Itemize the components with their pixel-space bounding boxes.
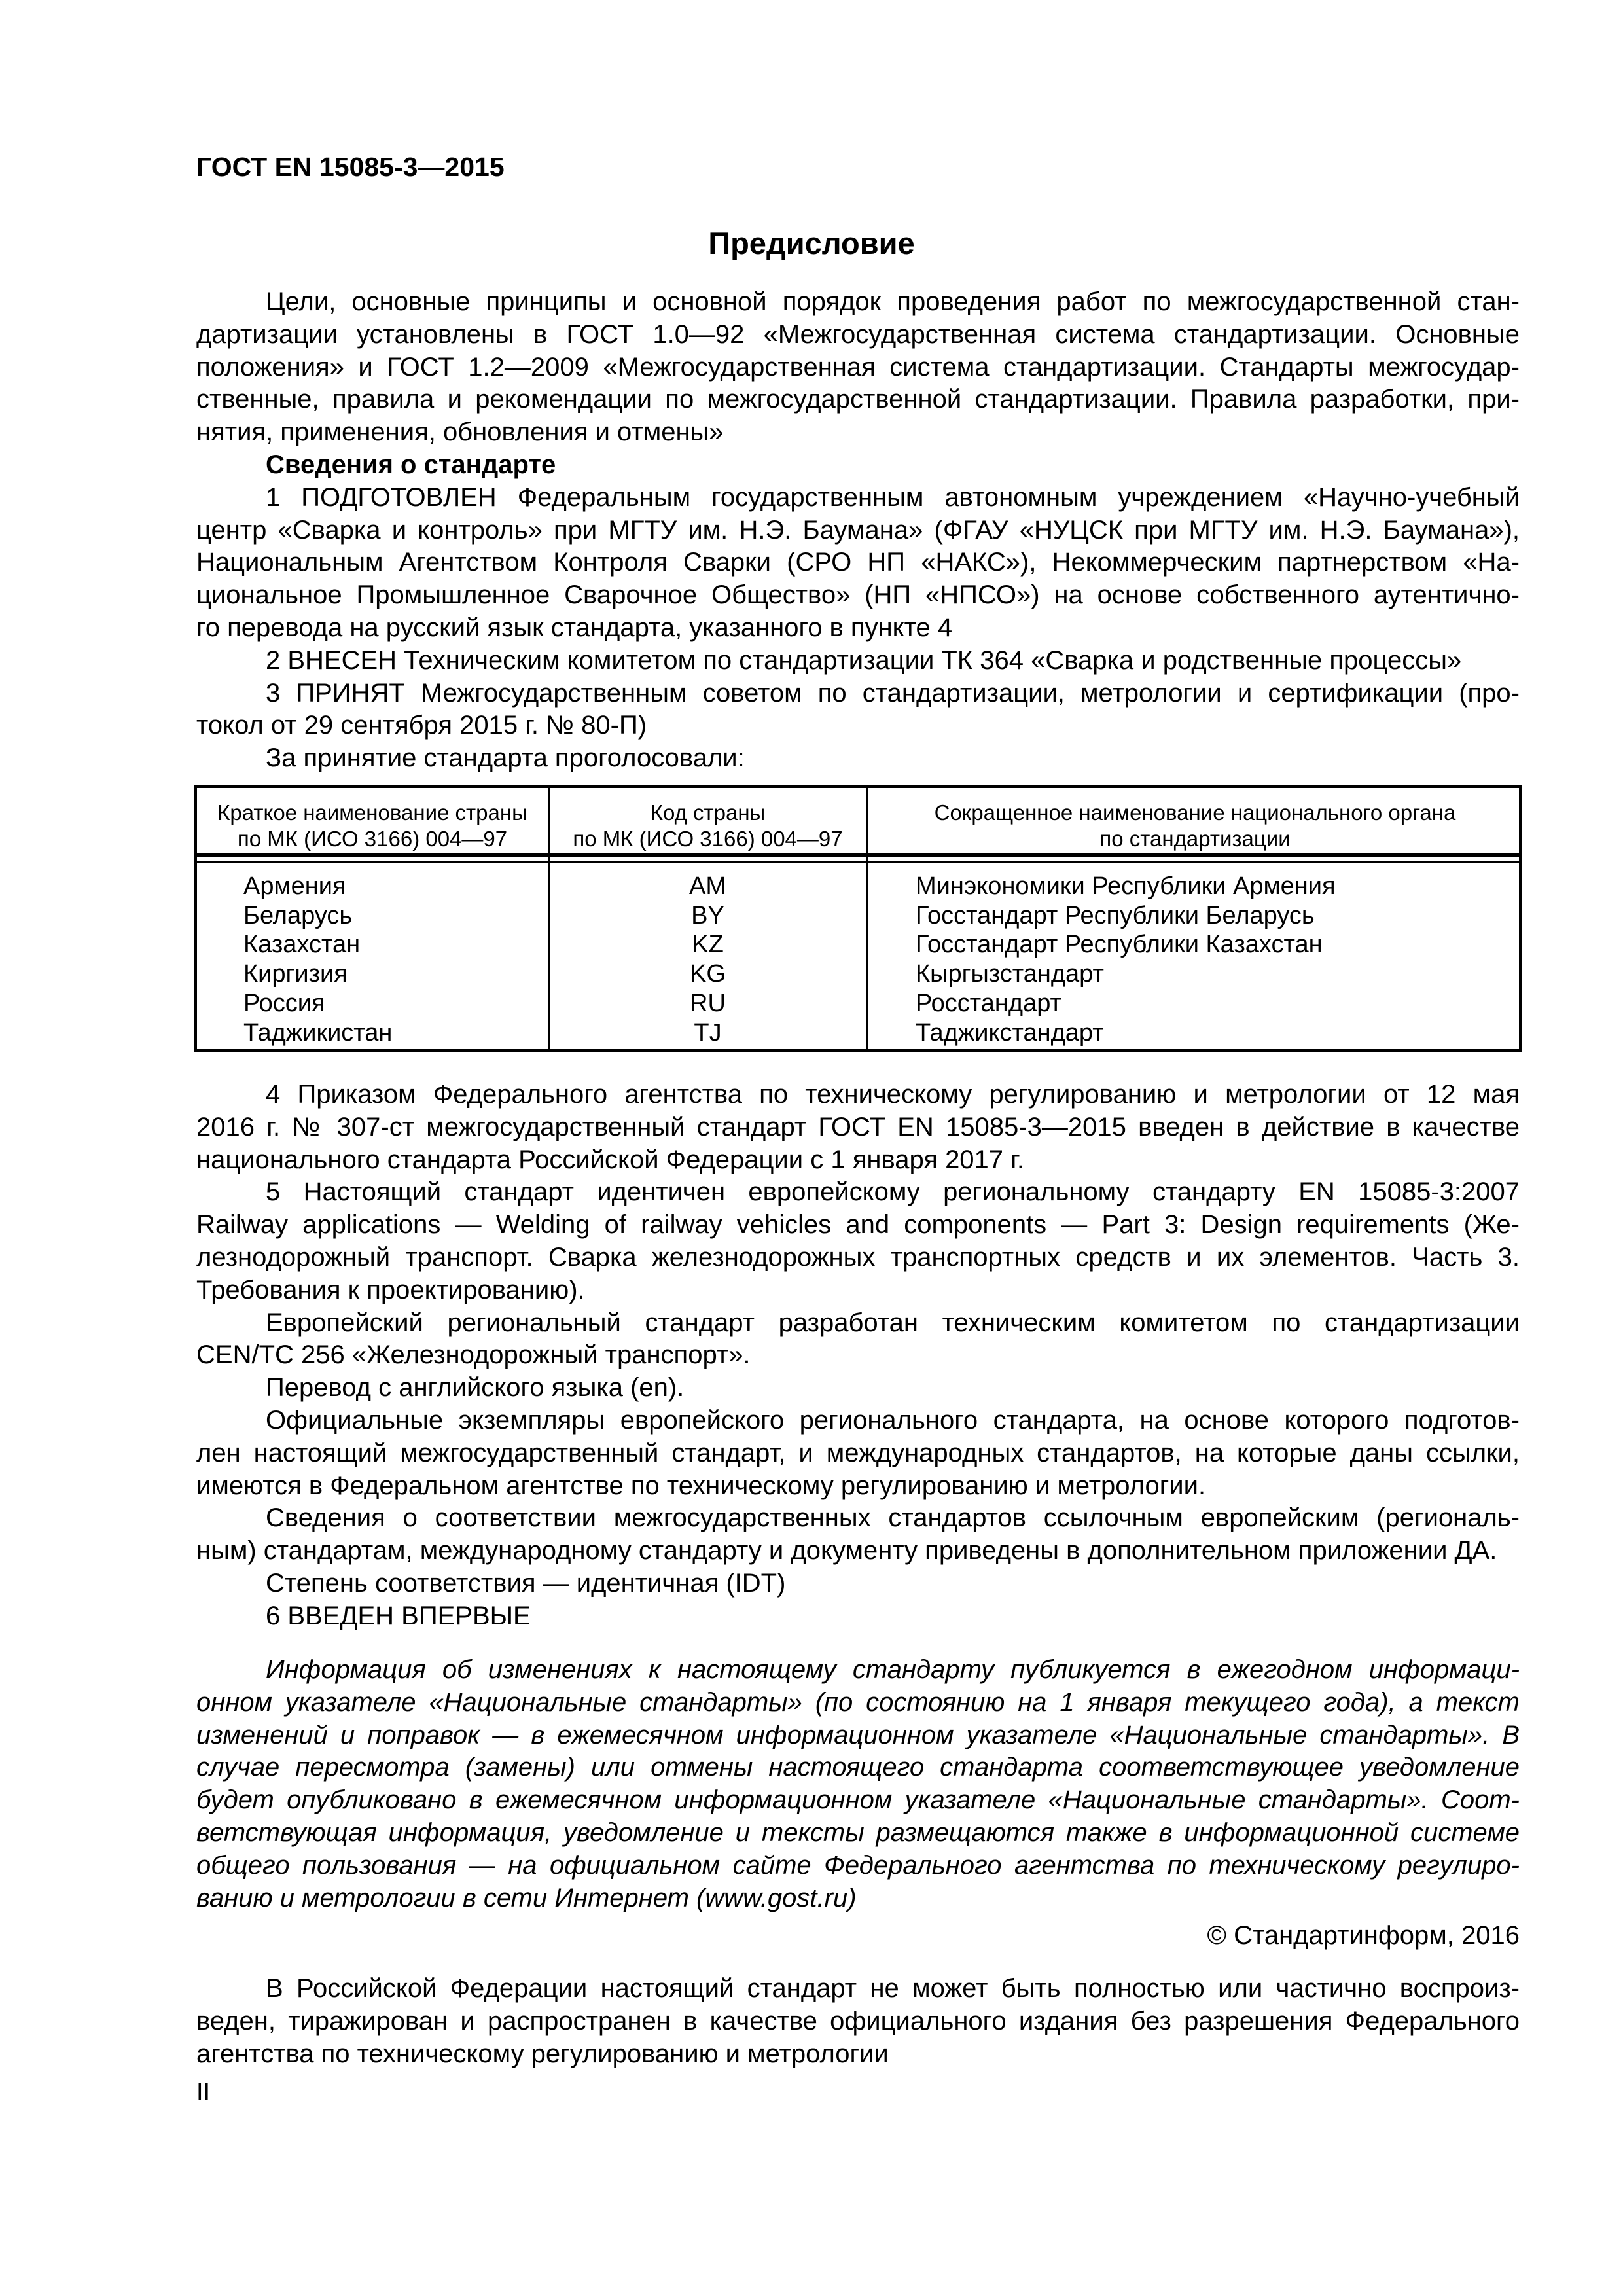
paragraph-line: центр «Сварка и контроль» при МГТУ им. Н.Э. Баумана» (ФГАУ «НУЦСК при МГТУ им. Н.Э. Баумана»), xyxy=(196,515,1520,545)
standards-body: Госстандарт Республики Беларусь xyxy=(916,901,1315,929)
paragraph-line: Требования к проектированию). xyxy=(196,1275,585,1304)
paragraph-line: лен настоящий межгосударственный стандарт, и международных стандартов, на которые даны ссылки, xyxy=(196,1438,1520,1467)
paragraph-line: го перевода на русский язык стандарта, указанного в пункте 4 xyxy=(196,613,953,642)
paragraph-line: случае пересмотра (замены) или отмены настоящего стандарта соответствующее уведомление xyxy=(196,1753,1520,1782)
standards-body: Росстандарт xyxy=(916,989,1061,1017)
paragraph-line: веден, тиражирован и распространен в качестве официального издания без разрешения Федерального xyxy=(196,2006,1520,2036)
paragraph-line: токол от 29 сентября 2015 г. № 80-П) xyxy=(196,711,647,740)
paragraph-line: циональное Промышленное Сварочное Общество» (НП «НПСО») на основе собственного аутентично- xyxy=(196,581,1520,610)
paragraph-line: изменений и поправок — в ежемесячном информационном указателе «Национальные стандарты». В xyxy=(196,1720,1520,1749)
header-line: по МК (ИСО 3166) 004—97 xyxy=(573,827,843,851)
paragraph-line: 3 ПРИНЯТ Межгосударственным советом по стандартизации, метрологии и сертификации (про- xyxy=(266,678,1520,708)
standards-body: Кыргызстандарт xyxy=(916,960,1104,988)
header-line: по стандартизации xyxy=(1099,827,1291,851)
paragraph-line: 1 ПОДГОТОВЛЕН Федеральным государственным автономным учреждением «Научно-учебный xyxy=(266,482,1520,512)
standards-body: Госстандарт Республики Казахстан xyxy=(916,931,1323,959)
country-name: Киргизия xyxy=(243,960,348,988)
header-line: Сокращенное наименование национального органа xyxy=(934,800,1456,825)
country-name: Россия xyxy=(243,989,325,1017)
paragraph-line: Национальным Агентством Контроля Сварки (СРО НП «НАКС»), Некоммерческим партнерством «На- xyxy=(196,548,1520,577)
page-title: Предисловие xyxy=(708,226,915,260)
paragraph-line: национального стандарта Российской Федерации с 1 января 2017 г. xyxy=(196,1145,1024,1174)
changes-info-section xyxy=(196,1654,1520,1914)
paragraph-line: Цели, основные принципы и основной порядок проведения работ по межгосударственной стан- xyxy=(266,287,1520,316)
paragraph-line: Информация об изменениях к настоящему стандарту публикуется в ежегодном информаци- xyxy=(266,1655,1520,1684)
standards-body: Минэкономики Республики Армения xyxy=(916,872,1336,900)
paragraph-line: дартизации установлены в ГОСТ 1.0—92 «Межгосударственная система стандартизации. Основные xyxy=(196,319,1520,349)
paragraph-line: 2 ВНЕСЕН Техническим комитетом по стандартизации ТК 364 «Сварка и родственные процессы» xyxy=(266,645,1462,675)
country-name: Беларусь xyxy=(243,901,353,929)
country-code: TJ xyxy=(694,1018,722,1047)
paragraph-line: Степень соответствия — идентичная (IDT) xyxy=(266,1568,786,1598)
table-header-code xyxy=(550,800,866,852)
country-code: BY xyxy=(691,901,724,929)
paragraph-line: ным) стандартам, международному стандарту и документу приведены в дополнительном приложении ДА. xyxy=(196,1536,1497,1566)
paragraph-line: 2016 г. № 307-ст межгосударственный стандарт ГОСТ EN 15085-3—2015 введен в действие в качестве xyxy=(196,1112,1520,1141)
table-header-body xyxy=(868,800,1522,852)
header-line: по МК (ИСО 3166) 004—97 xyxy=(237,827,508,851)
country-name: Таджикистан xyxy=(243,1018,393,1047)
paragraph-line: CEN/TC 256 «Железнодорожный транспорт». xyxy=(196,1340,751,1370)
paragraph-line: 4 Приказом Федерального агентства по техническому регулированию и метрологии от 12 мая xyxy=(266,1080,1520,1109)
paragraph-line: 6 ВВЕДЕН ВПЕРВЫЕ xyxy=(266,1601,531,1630)
copyright: © Стандартинформ, 2016 xyxy=(1207,1921,1520,1950)
country-code: AM xyxy=(689,872,726,900)
paragraph-line: ванию и метрологии в сети Интернет (www.gost.ru) xyxy=(196,1883,857,1912)
header-line: Краткое наименование страны xyxy=(217,800,527,825)
country-code: RU xyxy=(690,989,726,1017)
header-line: Код страны xyxy=(650,800,766,825)
paragraph-line: ственные, правила и рекомендации по межгосударственной стандартизации. Правила разработки, при- xyxy=(196,385,1520,414)
table-header-country xyxy=(197,800,548,852)
standard-info-section xyxy=(196,1079,1520,1633)
paragraph-line: Railway applications — Welding of railway vehicles and components — Part 3: Design requirements (Же- xyxy=(196,1210,1520,1240)
document-code: ГОСТ EN 15085-3—2015 xyxy=(196,152,505,182)
paragraph-line: Сведения о соответствии межгосударственных стандартов ссылочным европейским (региональ- xyxy=(266,1503,1520,1533)
foreword-section xyxy=(196,286,1520,775)
paragraph-line: агентства по техническому регулированию и метрологии xyxy=(196,2039,889,2068)
paragraph-line: онном указателе «Национальные стандарты» (по состоянию на 1 января текущего года), а текст xyxy=(196,1687,1520,1717)
country-code: KG xyxy=(690,960,726,988)
paragraph-line: Сведения о стандарте xyxy=(266,450,556,479)
paragraph-line: Официальные экземпляры европейского регионального стандарта, на основе которого подготов- xyxy=(266,1405,1520,1435)
paragraph-line: В Российской Федерации настоящий стандарт не может быть полностью или частично воспроиз- xyxy=(266,1974,1520,2003)
paragraph-line: имеются в Федеральном агентстве по техническому регулированию и метрологии. xyxy=(196,1471,1206,1500)
paragraph-line: Перевод с английского языка (en). xyxy=(266,1373,685,1403)
paragraph-line: Европейский региональный стандарт разработан техническим комитетом по стандартизации xyxy=(266,1308,1520,1337)
paragraph-line: нятия, применения, обновления и отмены» xyxy=(196,418,724,447)
paragraph-line: ветствующая информация, уведомление и тексты размещаются также в информационной системе xyxy=(196,1818,1520,1847)
page-number: II xyxy=(196,2079,211,2106)
reproduction-notice xyxy=(196,1973,1520,2070)
standards-body: Таджикстандарт xyxy=(916,1018,1104,1047)
paragraph-line: положения» и ГОСТ 1.2—2009 «Межгосударственная система стандартизации. Стандарты межгосудар- xyxy=(196,352,1520,382)
paragraph-line: 5 Настоящий стандарт идентичен европейскому региональному стандарту EN 15085-3:2007 xyxy=(266,1177,1520,1207)
country-name: Казахстан xyxy=(243,931,361,959)
paragraph-line: будет опубликовано в ежемесячном информационном указателе «Национальные стандарты». Соот- xyxy=(196,1785,1520,1815)
voting-table xyxy=(194,785,1522,1052)
paragraph-line: общего пользования — на официальном сайте Федерального агентства по техническому регулиро- xyxy=(196,1850,1520,1880)
paragraph-line: лезнодорожный транспорт. Сварка железнодорожных транспортных средств и их элементов. Часть 3. xyxy=(196,1242,1520,1272)
country-code: KZ xyxy=(692,931,724,959)
paragraph-line: За принятие стандарта проголосовали: xyxy=(266,744,745,773)
country-name: Армения xyxy=(243,872,346,900)
